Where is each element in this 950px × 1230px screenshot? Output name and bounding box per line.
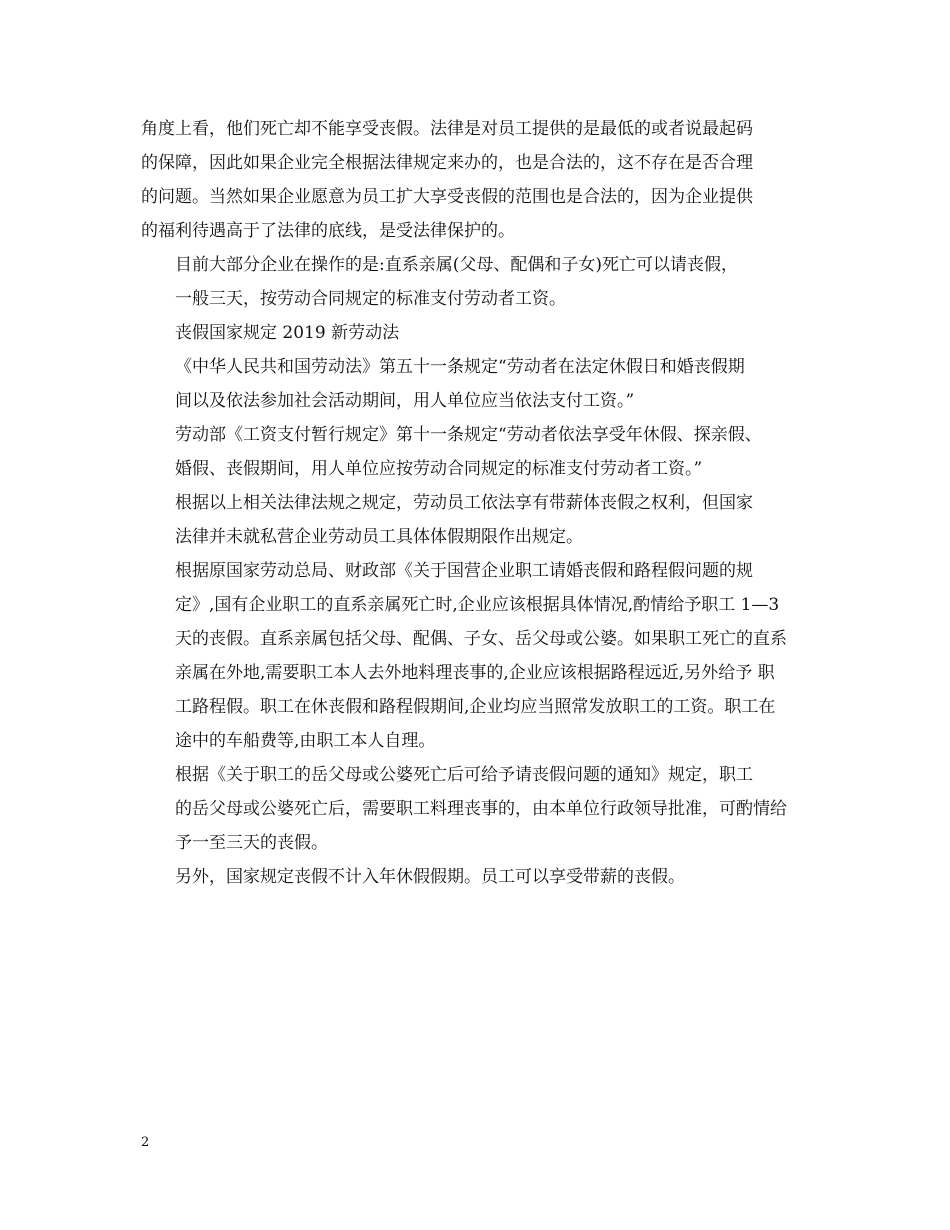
page-number: 2 bbox=[141, 1135, 150, 1150]
text-line: 根据原国家劳动总局、财政部《关于国营企业职工请婚丧假和路程假问题的规 bbox=[175, 561, 753, 581]
text-line: 一般三天，按劳动合同规定的标准支付劳动者工资。 bbox=[175, 289, 566, 309]
paragraph bbox=[141, 316, 821, 350]
text-line: 间以及依法参加社会活动期间，用人单位应当依法支付工资。” bbox=[175, 391, 635, 411]
paragraph bbox=[141, 248, 821, 316]
text-line: 丧假国家规定 2019 新劳动法 bbox=[175, 323, 400, 343]
text-line: 另外，国家规定丧假不计入年休假假期。员工可以享受带薪的丧假。 bbox=[175, 867, 685, 887]
text-line: 目前大部分企业在操作的是:直系亲属(父母、配偶和子女)死亡可以请丧假， bbox=[175, 255, 738, 275]
paragraph bbox=[141, 554, 821, 758]
paragraph bbox=[141, 860, 821, 894]
document-body bbox=[141, 112, 821, 894]
text-line: 婚假、丧假期间，用人单位应按劳动合同规定的标准支付劳动者工资。” bbox=[175, 459, 703, 479]
paragraph bbox=[141, 486, 821, 554]
text-line: 的福利待遇高于了法律的底线，是受法律保护的。 bbox=[141, 221, 515, 241]
text-line: 途中的车船费等,由职工本人自理。 bbox=[175, 731, 436, 751]
text-line: 根据以上相关法律法规之规定，劳动员工依法享有带薪体丧假之权利，但国家 bbox=[175, 493, 753, 513]
text-line: 劳动部《工资支付暂行规定》第十一条规定“劳动者依法享受年休假、探亲假、 bbox=[175, 425, 762, 445]
paragraph bbox=[141, 418, 821, 486]
paragraph bbox=[141, 112, 821, 248]
text-line: 的保障，因此如果企业完全根据法律规定来办的，也是合法的，这不存在是否合理 bbox=[141, 153, 753, 173]
text-line: 《中华人民共和国劳动法》第五十一条规定“劳动者在法定休假日和婚丧假期 bbox=[175, 357, 745, 377]
paragraph bbox=[141, 758, 821, 860]
text-line: 工路程假。职工在休丧假和路程假期间,企业均应当照常发放职工的工资。职工在 bbox=[175, 697, 776, 717]
text-line: 亲属在外地,需要职工本人去外地料理丧事的,企业应该根据路程远近,另外给予 职 bbox=[175, 663, 775, 683]
text-line: 的问题。当然如果企业愿意为员工扩大享受丧假的范围也是合法的，因为企业提供 bbox=[141, 187, 753, 207]
text-line: 角度上看，他们死亡却不能享受丧假。法律是对员工提供的是最低的或者说最起码 bbox=[141, 119, 753, 139]
text-line: 根据《关于职工的岳父母或公婆死亡后可给予请丧假问题的通知》规定，职工 bbox=[175, 765, 753, 785]
text-line: 的岳父母或公婆死亡后，需要职工料理丧事的，由本单位行政领导批准，可酌情给 bbox=[175, 799, 787, 819]
paragraph bbox=[141, 350, 821, 418]
text-line: 法律并未就私营企业劳动员工具体体假期限作出规定。 bbox=[175, 527, 583, 547]
text-line: 予一至三天的丧假。 bbox=[175, 833, 328, 853]
text-line: 天的丧假。直系亲属包括父母、配偶、子女、岳父母或公婆。如果职工死亡的直系 bbox=[175, 629, 787, 649]
text-line: 定》,国有企业职工的直系亲属死亡时,企业应该根据具体情况,酌情给予职工 1—3 bbox=[175, 595, 780, 615]
